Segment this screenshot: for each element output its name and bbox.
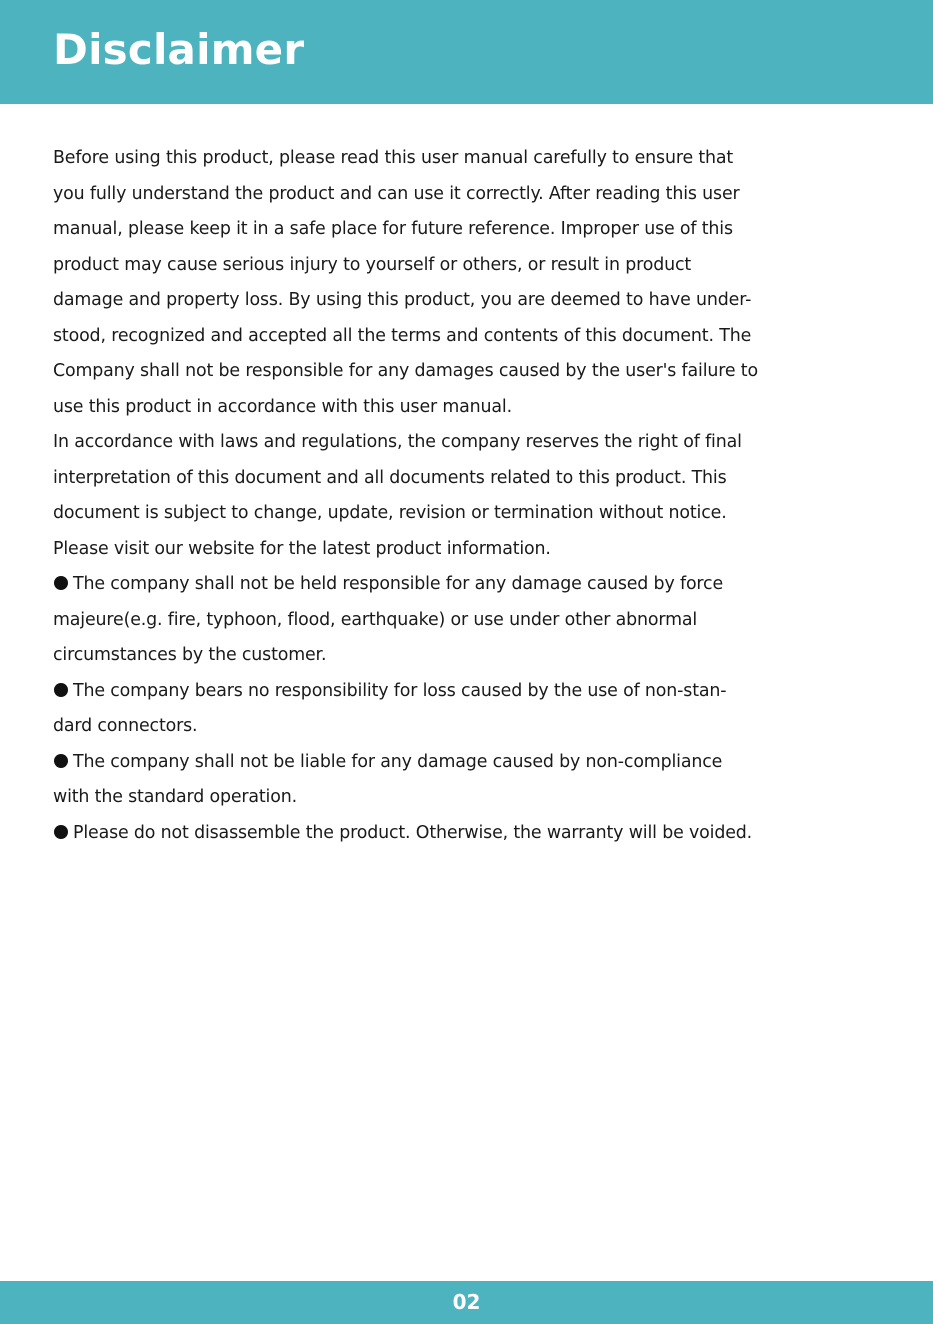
body-line: Before using this product, please read this user manual carefully to ensure that — [53, 148, 734, 168]
bullet-icon — [54, 576, 68, 590]
body-line: Please visit our website for the latest product information. — [53, 538, 551, 559]
page-title: Disclaimer — [53, 25, 305, 74]
body-line: with the standard operation. — [53, 787, 297, 807]
body-line: circumstances by the customer. — [53, 645, 327, 665]
bullet-item-force-majeure: The company shall not be held responsible for any damage caused by force — [53, 567, 883, 603]
body-line: interpretation of this document and all documents related to this product. This — [53, 467, 727, 488]
body-line: majeure(e.g. fire, typhoon, flood, earthquake) or use under other abnormal — [53, 609, 698, 630]
body-line: manual, please keep it in a safe place for future reference. Improper use of this — [53, 219, 733, 239]
header-bar — [0, 0, 933, 104]
body-line: In accordance with laws and regulations, the company reserves the right of final — [53, 432, 742, 452]
page-number: 02 — [452, 1290, 481, 1314]
body-line: Company shall not be responsible for any damages caused by the user's failure to — [53, 361, 758, 381]
body-line: you fully understand the product and can use it correctly. After reading this user — [53, 183, 740, 204]
bullet-item-warranty: Please do not disassemble the product. Otherwise, the warranty will be voided. — [53, 816, 883, 852]
bullet-item-connectors: The company bears no responsibility for loss caused by the use of non-stan- — [53, 674, 883, 710]
bullet-icon — [54, 825, 68, 839]
body-line: product may cause serious injury to yourself or others, or result in product — [53, 254, 692, 275]
footer-bar — [0, 1281, 933, 1324]
body-line: use this product in accordance with this user manual. — [53, 396, 512, 417]
body-line: dard connectors. — [53, 716, 198, 736]
body-line: damage and property loss. By using this product, you are deemed to have under- — [53, 290, 752, 310]
disclaimer-body — [53, 141, 883, 851]
bullet-item-compliance: The company shall not be liable for any damage caused by non-compliance — [53, 745, 883, 781]
bullet-icon — [54, 754, 68, 768]
bullet-icon — [54, 683, 68, 697]
body-line: stood, recognized and accepted all the terms and contents of this document. The — [53, 325, 752, 346]
body-line: document is subject to change, update, revision or termination without notice. — [53, 503, 727, 523]
